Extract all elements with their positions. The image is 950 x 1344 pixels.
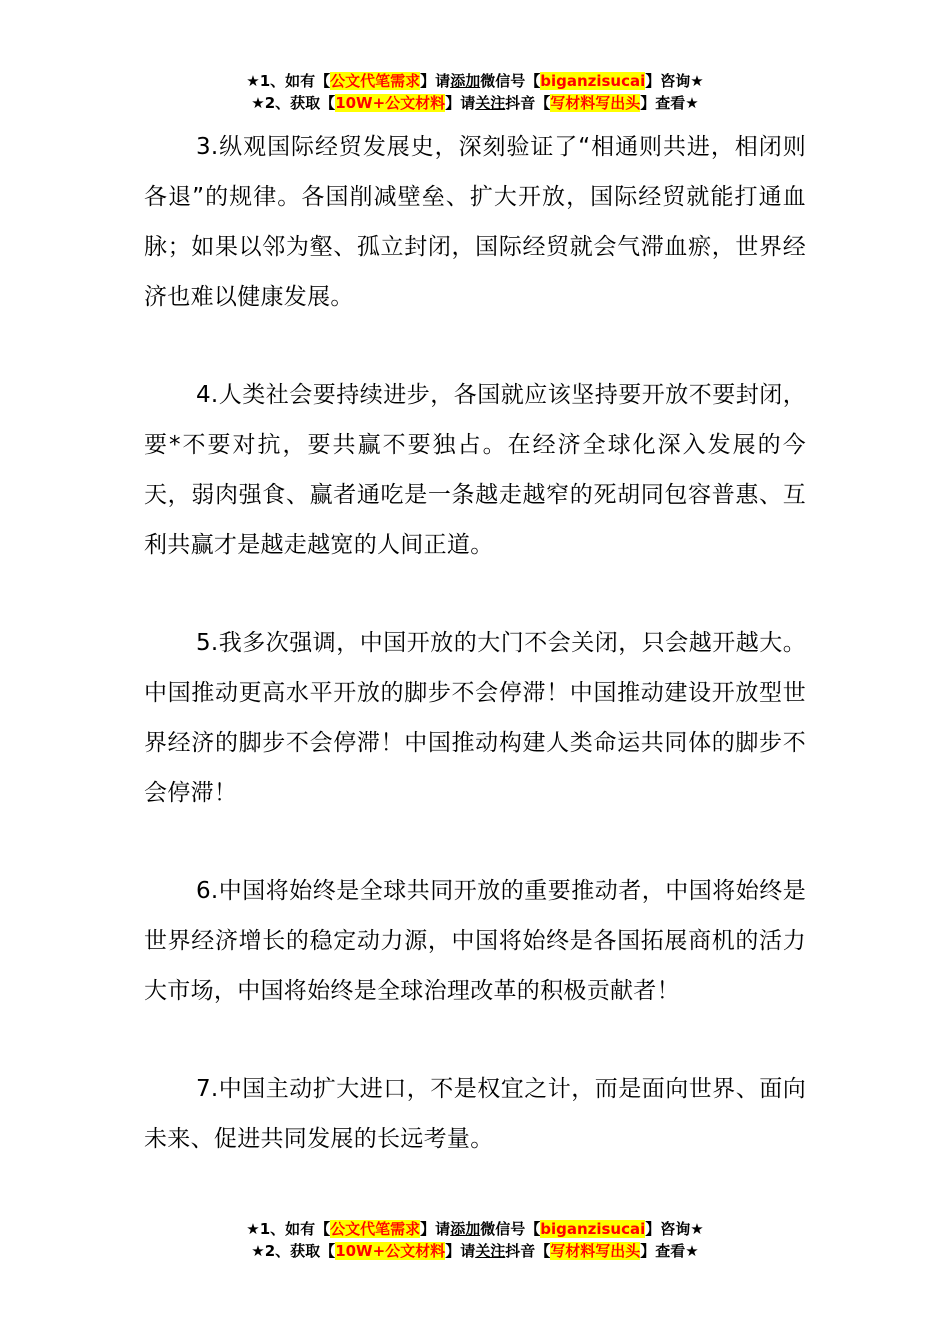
- banner-line-1: [0, 70, 950, 92]
- banner-line-1-mid: 】请: [420, 72, 451, 90]
- paragraph-6: 6.中国将始终是全球共同开放的重要推动者，中国将始终是世界经济增长的稳定动力源，中国将始终是各国拓展商机的活力大市场，中国将始终是全球治理改革的积极贡献者！: [144, 878, 806, 1004]
- paragraph-5: 5.我多次强调，中国开放的大门不会关闭，只会越开越大。中国推动更高水平开放的脚步不会停滞！中国推动建设开放型世界经济的脚步不会停滞！中国推动构建人类命运共同体的脚步不会停滞！: [144, 630, 806, 806]
- footer-line-2-prefix: ★2、获取【: [251, 1242, 336, 1260]
- banner-line-2-suffix: 】查看★: [640, 94, 699, 112]
- footer-line-2-highlight-douyin: 写材料写出头: [550, 1242, 641, 1260]
- footer-line-1-underlined: 添加: [450, 1220, 481, 1238]
- footer-line-2-highlight-materials: 10W+公文材料: [335, 1242, 446, 1260]
- header-banner: [0, 70, 950, 114]
- footer-banner: [0, 1218, 950, 1262]
- footer-banner-line-1: [0, 1218, 950, 1240]
- banner-line-2-prefix: ★2、获取【: [251, 94, 336, 112]
- banner-line-2-highlight-materials: 10W+公文材料: [335, 94, 446, 112]
- footer-line-1-prefix: ★1、如有【: [246, 1220, 331, 1238]
- banner-line-2-mid2: 抖音【: [505, 94, 551, 112]
- footer-line-1-suffix: 】咨询★: [645, 1220, 704, 1238]
- paragraph-3: 3.纵观国际经贸发展史，深刻验证了“相通则共进，相闭则各退”的规律。各国削减壁垒、扩大开放，国际经贸就能打通血脉；如果以邻为壑、孤立封闭，国际经贸就会气滞血瘀，世界经济也难以健康发展。: [144, 134, 806, 310]
- banner-line-1-highlight-service: 公文代笔需求: [330, 72, 421, 90]
- banner-line-1-highlight-wechat: biganzisucai: [540, 72, 646, 90]
- banner-line-2-highlight-douyin: 写材料写出头: [550, 94, 641, 112]
- document-body: [144, 122, 806, 1212]
- footer-banner-line-2: [0, 1240, 950, 1262]
- banner-line-2: [0, 92, 950, 114]
- paragraph-4: 4.人类社会要持续进步，各国就应该坚持要开放不要封闭，要*不要对抗，要共赢不要独占。在经济全球化深入发展的今天，弱肉强食、赢者通吃是一条越走越窄的死胡同包容普惠、互利共赢才是越走越宽的人间正道。: [144, 382, 806, 558]
- paragraph-7: 7.中国主动扩大进口，不是权宜之计，而是面向世界、面向未来、促进共同发展的长远考量。: [144, 1076, 806, 1152]
- footer-line-2-underlined: 关注: [475, 1242, 506, 1260]
- footer-line-2-mid2: 抖音【: [505, 1242, 551, 1260]
- footer-line-1-highlight-wechat: biganzisucai: [540, 1220, 646, 1238]
- banner-line-1-underlined: 添加: [450, 72, 481, 90]
- footer-line-1-highlight-service: 公文代笔需求: [330, 1220, 421, 1238]
- banner-line-1-prefix: ★1、如有【: [246, 72, 331, 90]
- footer-line-2-suffix: 】查看★: [640, 1242, 699, 1260]
- banner-line-1-suffix: 】咨询★: [645, 72, 704, 90]
- banner-line-2-mid: 】请: [445, 94, 476, 112]
- banner-line-1-mid2: 微信号【: [480, 72, 541, 90]
- footer-line-1-mid2: 微信号【: [480, 1220, 541, 1238]
- footer-line-2-mid: 】请: [445, 1242, 476, 1260]
- footer-line-1-mid: 】请: [420, 1220, 451, 1238]
- banner-line-2-underlined: 关注: [475, 94, 506, 112]
